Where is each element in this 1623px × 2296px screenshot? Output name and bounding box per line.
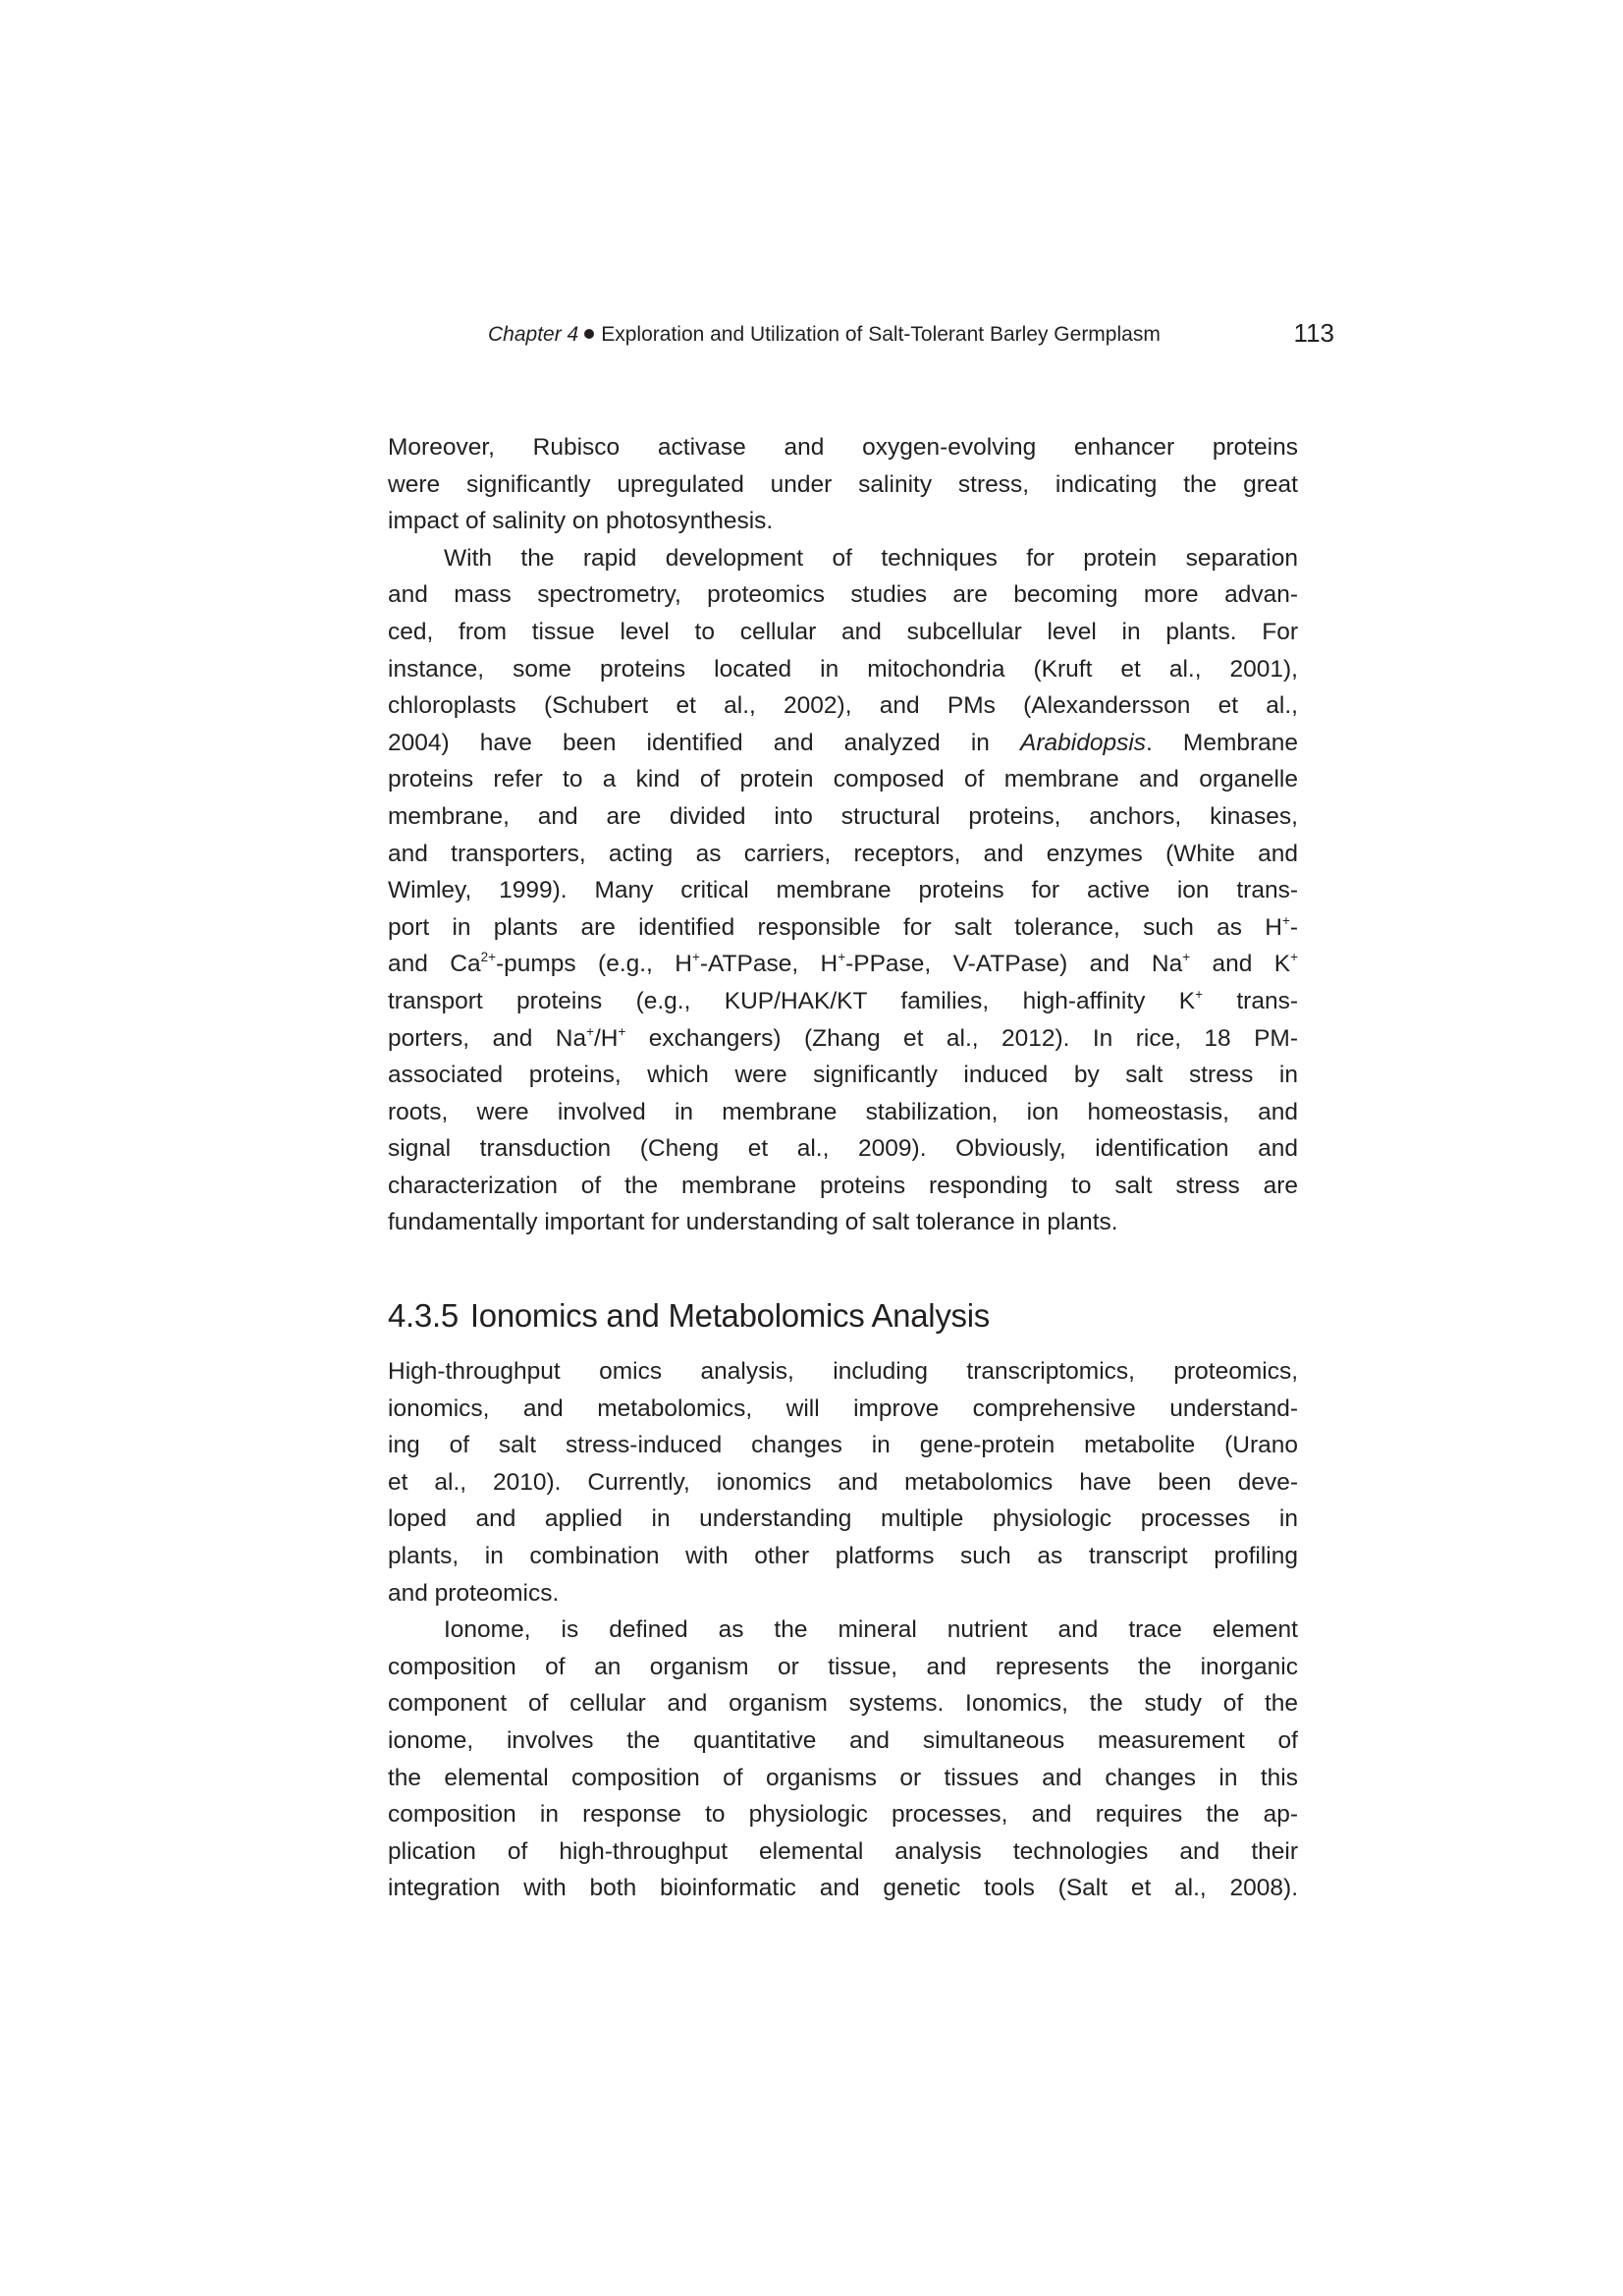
chapter-title: Exploration and Utilization of Salt-Tolerant Barley Germplasm [601, 323, 1161, 346]
superscript: + [1195, 986, 1203, 1002]
superscript: 2+ [480, 950, 496, 965]
text-line: ionomics, and metabolomics, will improve comprehensive understand- [388, 1394, 1298, 1422]
superscript: + [838, 950, 846, 965]
species-name: Arabidopsis [1020, 729, 1147, 756]
text-line: impact of salinity on photosynthesis. [388, 508, 774, 535]
text-line [388, 725, 1298, 762]
paragraph [388, 540, 1298, 1241]
text-run: - [1289, 913, 1298, 941]
text-line: and proteomics. [388, 1579, 560, 1607]
text-line: component of cellular and organism systems. Ionomics, the study of the [388, 1690, 1298, 1718]
text-line: et al., 2010). Currently, ionomics and metabolomics have been deve- [388, 1468, 1298, 1496]
text-run: -ATPase, H [699, 951, 839, 978]
paragraph [388, 1353, 1298, 1612]
text-run: exchangers) (Zhang et al., 2012). In rice, 18 PM- [625, 1024, 1298, 1052]
body-text-section-1 [388, 429, 1298, 1241]
text-line: High-throughput omics analysis, including transcriptomics, proteomics, [388, 1358, 1298, 1385]
paragraph [388, 429, 1298, 540]
text-line: associated proteins, which were significantly induced by salt stress in [388, 1062, 1298, 1089]
text-run: -pumps (e.g., H [495, 951, 692, 978]
text-line: roots, were involved in membrane stabilization, ion homeostasis, and [388, 1098, 1298, 1125]
text-line: integration with both bioinformatic and genetic tools (Salt et al., 2008). [388, 1875, 1298, 1902]
text-line: composition of an organism or tissue, and represents the inorganic [388, 1653, 1298, 1680]
text-run: 2004) have been identified and analyzed in [388, 729, 1020, 756]
text-line: and mass spectrometry, proteomics studies are becoming more advan- [388, 581, 1298, 609]
section-number: 4.3.5 [388, 1297, 459, 1334]
text-run: trans- [1203, 987, 1298, 1014]
text-line: ced, from tissue level to cellular and subcellular level in plants. For [388, 618, 1298, 645]
text-line: Moreover, Rubisco activase and oxygen-evolving enhancer proteins [388, 434, 1298, 461]
text-line: membrane, and are divided into structural proteins, anchors, kinases, [388, 802, 1298, 830]
text-line: ing of salt stress-induced changes in gene-protein metabolite (Urano [388, 1432, 1298, 1459]
text-run: . Membrane [1146, 729, 1299, 756]
text-run: /H [593, 1024, 619, 1052]
text-run: transport proteins (e.g., KUP/HAK/KT families, high-affinity K [388, 987, 1196, 1014]
text-line: characterization of the membrane proteins responding to salt stress are [388, 1172, 1298, 1199]
text-line [388, 909, 1298, 947]
superscript: + [618, 1023, 626, 1039]
superscript: + [1281, 912, 1290, 928]
text-run: -PPase, V-ATPase) and Na [845, 951, 1183, 978]
text-line: plants, in combination with other platforms such as transcript profiling [388, 1542, 1298, 1569]
superscript: + [1290, 950, 1298, 965]
text-line: loped and applied in understanding multiple physiologic processes in [388, 1505, 1298, 1533]
text-line: Ionome, is defined as the mineral nutrient and trace element [444, 1616, 1298, 1644]
text-run: port in plants are identified responsible for salt tolerance, such as H [388, 913, 1282, 941]
text-line: composition in response to physiologic processes, and requires the ap- [388, 1801, 1298, 1829]
text-line [388, 946, 1298, 983]
section-heading [388, 1294, 990, 1338]
text-line: plication of high-throughput elemental analysis technologies and their [388, 1837, 1298, 1865]
text-line [388, 983, 1298, 1020]
bullet-icon [584, 329, 594, 339]
section-title: Ionomics and Metabolomics Analysis [469, 1297, 990, 1334]
running-header [488, 320, 1334, 350]
text-run: and K [1190, 951, 1291, 978]
superscript: + [691, 950, 700, 965]
text-line: chloroplasts (Schubert et al., 2002), and PMs (Alexandersson et al., [388, 692, 1298, 720]
text-line: proteins refer to a kind of protein composed of membrane and organelle [388, 766, 1298, 793]
text-line: ionome, involves the quantitative and simultaneous measurement of [388, 1726, 1298, 1754]
text-line: instance, some proteins located in mitochondria (Kruft et al., 2001), [388, 655, 1298, 683]
superscript: + [586, 1023, 594, 1039]
text-line: With the rapid development of techniques for protein separation [444, 544, 1298, 572]
text-line: were significantly upregulated under salinity stress, indicating the great [388, 470, 1298, 498]
text-line: Wimley, 1999). Many critical membrane proteins for active ion trans- [388, 877, 1298, 904]
text-run: and Ca [388, 951, 481, 978]
text-line: signal transduction (Cheng et al., 2009). Obviously, identification and [388, 1135, 1298, 1163]
text-line [388, 1020, 1298, 1058]
page-number: 113 [1293, 318, 1334, 348]
paragraph [388, 1612, 1298, 1907]
text-line: the elemental composition of organisms or tissues and changes in this [388, 1764, 1298, 1791]
text-run: porters, and Na [388, 1024, 587, 1052]
superscript: + [1182, 950, 1191, 965]
body-text-section-2 [388, 1353, 1298, 1907]
text-line: and transporters, acting as carriers, receptors, and enzymes (White and [388, 840, 1298, 867]
text-line: fundamentally important for understanding of salt tolerance in plants. [388, 1209, 1118, 1236]
chapter-label: Chapter 4 [488, 323, 579, 346]
